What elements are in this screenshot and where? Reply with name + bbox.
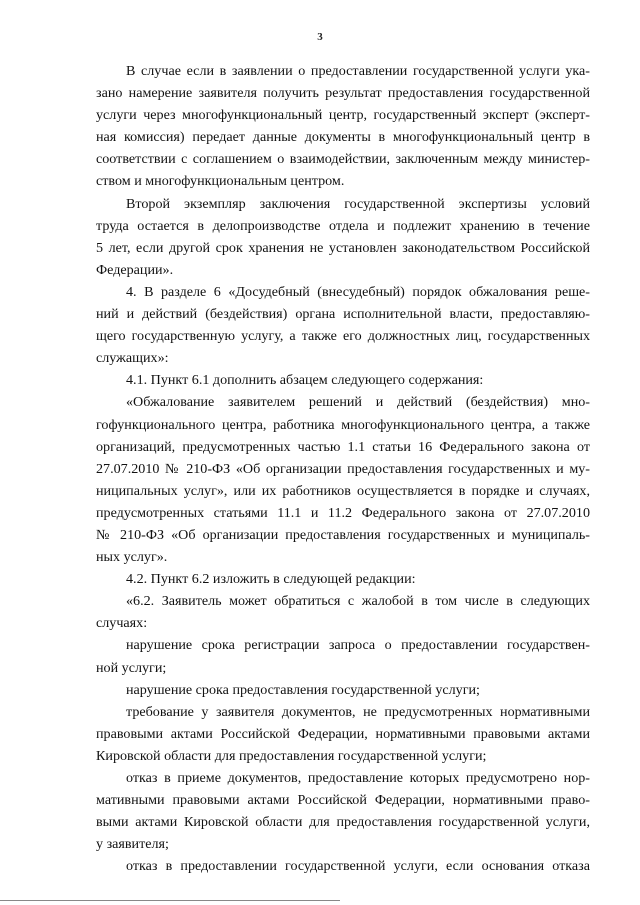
text-line: соответствии с соглашением о взаимодействии, заключенным между министер- <box>96 151 590 168</box>
text-line: нарушение срока предоставления государственной услуги; <box>126 681 480 698</box>
text-line: зано намерение заявителя получить результат предоставления государственной <box>96 85 590 102</box>
page-number: 3 <box>317 31 323 43</box>
text-line: Кировской области для предоставления государственной услуги; <box>96 747 487 764</box>
document-body <box>96 60 590 877</box>
text-line: служащих»: <box>96 350 169 367</box>
text-line: 27.07.2010 № 210-ФЗ «Об организации предоставления государственных и му- <box>96 460 590 477</box>
text-line: у заявителя; <box>96 836 169 853</box>
text-line: правовыми актами Российской Федерации, нормативными правовыми актами <box>96 725 590 742</box>
text-line: выми актами Кировской области для предоставления государственной услуги, <box>96 814 590 831</box>
text-line: ний и действий (бездействия) органа исполнительной власти, предоставляю- <box>96 306 590 323</box>
text-line: ной услуги; <box>96 659 167 676</box>
text-line: гофункционального центра, работника многофункционального центра, а также <box>96 416 590 433</box>
text-line: 4. В разделе 6 «Досудебный (внесудебный) порядок обжалования реше- <box>126 283 590 300</box>
text-line: 4.1. Пункт 6.1 дополнить абзацем следующего содержания: <box>126 372 484 389</box>
text-line: мативными правовыми актами Российской Федерации, нормативными право- <box>96 792 590 809</box>
text-line: В случае если в заявлении о предоставлении государственной услуги ука- <box>126 63 590 79</box>
page-bottom-rule <box>0 900 340 901</box>
text-line: отказ в приеме документов, предоставление которых предусмотрено нор- <box>126 770 590 786</box>
text-line: «Обжалование заявителем решений и действий (бездействия) мно- <box>126 394 590 411</box>
text-line: услуги через многофункциональный центр, государственный эксперт (эксперт- <box>96 107 590 124</box>
text-line: Второй экземпляр заключения государственной экспертизы условий <box>126 195 590 212</box>
text-line: № 210-ФЗ «Об организации предоставления государственных и муниципаль- <box>96 526 590 543</box>
text-line: Федерации». <box>96 261 174 278</box>
text-line: организаций, предусмотренных частью 1.1 статьи 16 Федерального закона от <box>96 438 590 455</box>
text-line: 5 лет, если другой срок хранения не установлен законодательством Российской <box>96 239 590 256</box>
text-line: нарушение срока регистрации запроса о предоставлении государствен- <box>126 637 590 654</box>
text-line: требование у заявителя документов, не предусмотренных нормативными <box>126 703 590 720</box>
text-line: труда остается в делопроизводстве отдела и подлежит хранению в течение <box>96 217 590 234</box>
text-line: отказ в предоставлении государственной услуги, если основания отказа <box>126 858 590 875</box>
text-line: 4.2. Пункт 6.2 изложить в следующей редакции: <box>126 571 416 588</box>
text-line: ная комиссия) передает данные документы в многофункциональный центр в <box>96 129 590 146</box>
text-line: ством и многофункциональным центром. <box>96 173 345 190</box>
text-line: ниципальных услуг», или их работников осуществляется в порядке и случаях, <box>96 482 590 499</box>
text-line: предусмотренных статьями 11.1 и 11.2 Федерального закона от 27.07.2010 <box>96 504 590 521</box>
text-line: случаях: <box>96 615 148 632</box>
text-line: «6.2. Заявитель может обратиться с жалобой в том числе в следующих <box>126 593 590 610</box>
text-line: ных услуг». <box>96 549 168 566</box>
text-line: щего государственную услугу, а также его должностных лиц, государственных <box>96 328 590 345</box>
